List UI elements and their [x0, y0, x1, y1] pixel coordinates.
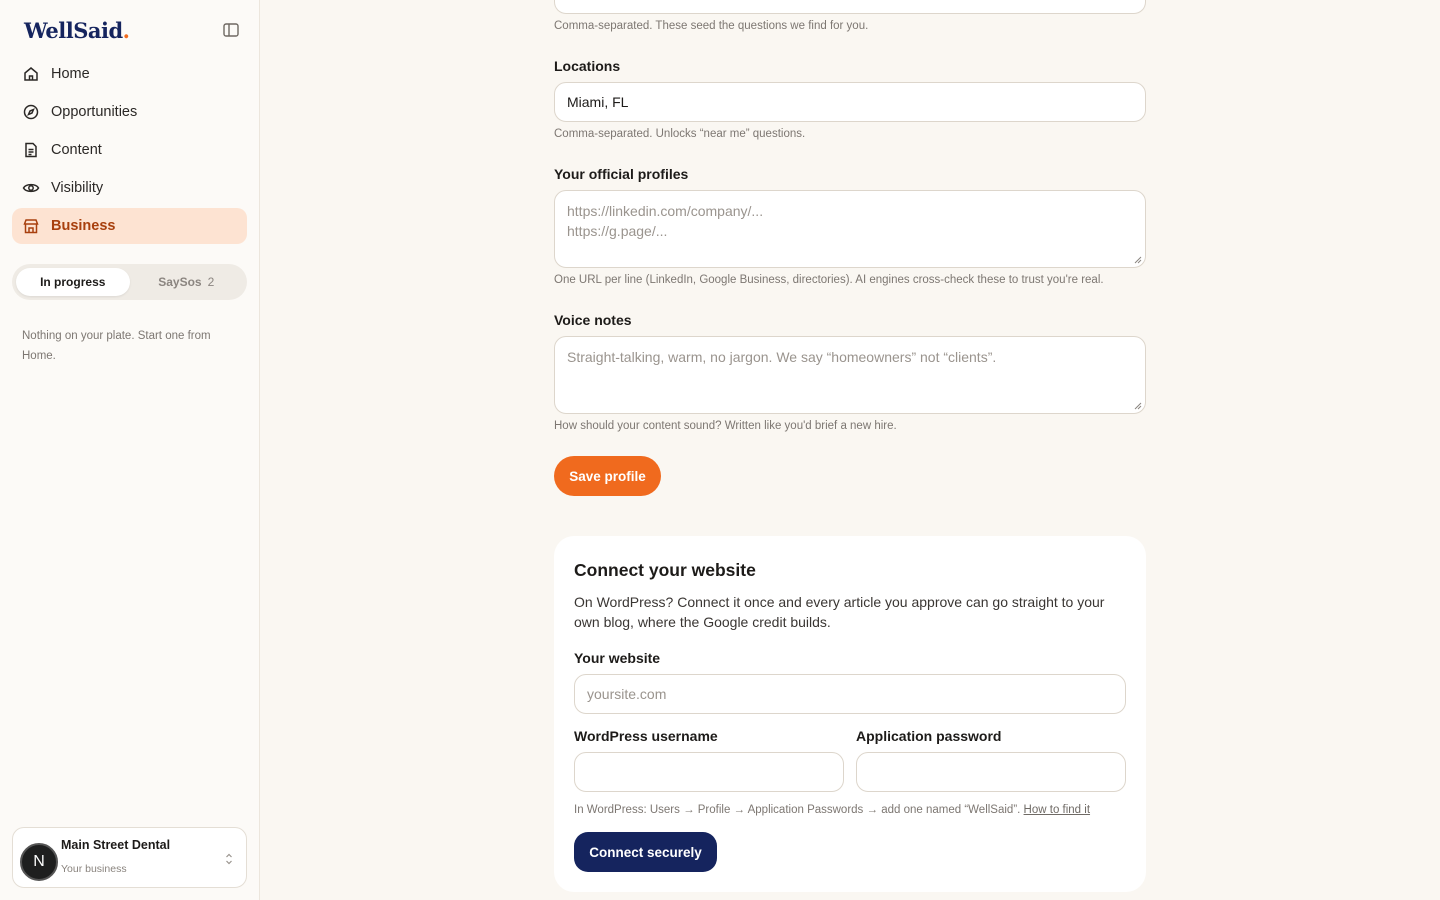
- wp-hint-text: In WordPress: Users → Profile → Application Passwords → add one named “WellSaid”.: [574, 804, 1021, 816]
- voice-hint: How should your content sound? Written like you'd brief a new hire.: [554, 420, 897, 432]
- locations-hint: Comma-separated. Unlocks “near me” questions.: [554, 128, 806, 140]
- sidebar-item-business[interactable]: [12, 208, 247, 244]
- store-icon: [22, 217, 40, 235]
- account-name: Main Street Dental: [61, 838, 171, 852]
- sidebar-item-opportunities[interactable]: [12, 94, 247, 130]
- connect-description: On WordPress? Connect it once and every article you approve can go straight to your own blog, where the Google credit builds.: [574, 594, 1105, 630]
- brand-logo[interactable]: [24, 18, 129, 43]
- profiles-textarea[interactable]: [554, 190, 1146, 268]
- website-input[interactable]: [574, 674, 1126, 714]
- sidebar-item-label: Visibility: [51, 180, 104, 196]
- app-password-label: Application password: [856, 728, 1002, 744]
- voice-placeholder: Straight-talking, warm, no jargon. We say “homeowners” not “clients”.: [567, 349, 997, 365]
- wp-hint: [574, 804, 1090, 816]
- brand-name: WellSaid: [24, 18, 123, 43]
- voice-textarea[interactable]: [554, 336, 1146, 414]
- profiles-label: Your official profiles: [554, 166, 689, 182]
- sidebar-item-home[interactable]: [12, 56, 247, 92]
- account-subtitle: Your business: [61, 863, 127, 875]
- topics-input[interactable]: [554, 0, 1146, 14]
- locations-value: Miami, FL: [567, 94, 629, 110]
- connect-title: Connect your website: [574, 560, 756, 580]
- app-password-input[interactable]: [856, 752, 1126, 792]
- sidebar-collapse-icon[interactable]: [222, 21, 240, 39]
- chevron-up-down-icon: [224, 852, 234, 866]
- connect-website-card: [554, 536, 1146, 892]
- topics-hint: Comma-separated. These seed the questions we find for you.: [554, 20, 869, 32]
- document-icon: [22, 141, 40, 159]
- locations-input[interactable]: [554, 82, 1146, 122]
- how-to-find-link[interactable]: How to find it: [1023, 804, 1091, 816]
- toggle-label: In progress: [40, 275, 106, 289]
- profiles-placeholder-line: https://linkedin.com/company/...: [567, 203, 764, 219]
- sidebar-item-label: Home: [51, 66, 90, 82]
- voice-label: Voice notes: [554, 312, 632, 328]
- sidebar-nav: [12, 56, 247, 246]
- sidebar-item-label: Business: [51, 218, 116, 234]
- sidebar-item-label: Opportunities: [51, 104, 138, 120]
- brand-dot: .: [122, 18, 130, 43]
- saysos-count-badge: 2: [207, 275, 215, 289]
- compass-icon: [22, 103, 40, 121]
- home-icon: [22, 65, 40, 83]
- connect-securely-button[interactable]: Connect securely: [574, 832, 717, 872]
- eye-icon: [22, 179, 40, 197]
- locations-label: Locations: [554, 58, 621, 74]
- sidebar: [0, 0, 260, 900]
- sidebar-item-content[interactable]: [12, 132, 247, 168]
- profiles-hint: One URL per line (LinkedIn, Google Business, directories). AI engines cross-check these to trust you're real.: [554, 274, 1104, 286]
- toggle-saysos[interactable]: [130, 268, 244, 296]
- resize-handle-icon[interactable]: [1134, 402, 1142, 410]
- wp-username-input[interactable]: [574, 752, 844, 792]
- resize-handle-icon[interactable]: [1134, 256, 1142, 264]
- account-switcher[interactable]: [12, 827, 247, 888]
- sidebar-item-visibility[interactable]: [12, 170, 247, 206]
- website-label: Your website: [574, 650, 661, 666]
- work-status-toggle: [12, 264, 247, 300]
- empty-state-note: Nothing on your plate. Start one from Home.: [22, 330, 211, 362]
- profiles-placeholder-line: https://g.page/...: [567, 223, 668, 239]
- save-profile-button[interactable]: Save profile: [554, 456, 661, 496]
- wp-username-label: WordPress username: [574, 728, 718, 744]
- sidebar-item-label: Content: [51, 142, 102, 158]
- toggle-label: SaySos: [158, 275, 202, 289]
- toggle-in-progress[interactable]: [16, 268, 130, 296]
- avatar: N: [20, 843, 58, 881]
- website-placeholder: yoursite.com: [587, 686, 667, 702]
